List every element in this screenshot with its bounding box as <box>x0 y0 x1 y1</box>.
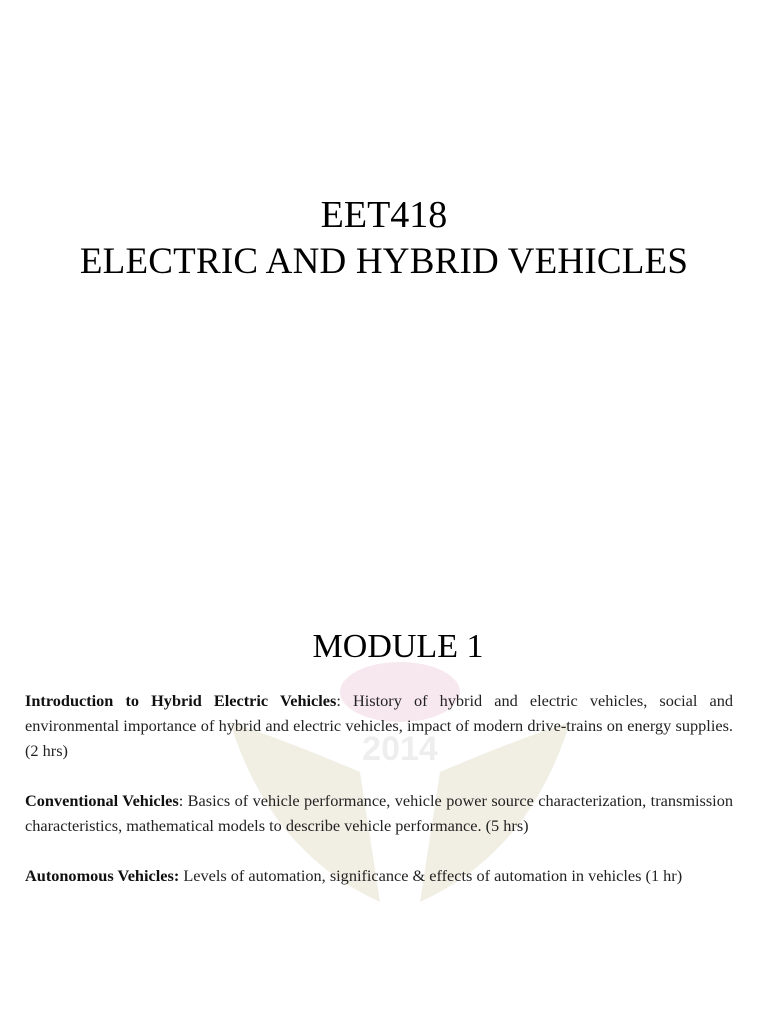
topic-title: Autonomous Vehicles: <box>25 866 180 885</box>
topic-separator: : <box>178 791 188 810</box>
topic-body: Basics of vehicle performance, vehicle power source characterization, transmission characteristics, mathematical models to describe vehicle performance. (5 hrs) <box>25 791 733 835</box>
topic-title: Introduction to Hybrid Electric Vehicles <box>25 691 337 710</box>
syllabus-content <box>25 688 733 913</box>
course-name: ELECTRIC AND HYBRID VEHICLES <box>79 241 689 282</box>
topic-body: History of hybrid and electric vehicles, social and environmental importance of hybrid and electric vehicles, impact of modern drive-trains on energy supplies. (2 hrs) <box>25 691 733 760</box>
topic-title: Conventional Vehicles <box>25 791 179 810</box>
topic-body: Levels of automation, significance & effects of automation in vehicles (1 hr) <box>183 866 683 885</box>
course-code: EET418 <box>320 194 448 236</box>
topic-paragraph <box>25 788 733 838</box>
topic-separator: : <box>336 691 353 710</box>
topic-paragraph <box>25 688 733 763</box>
module-title: MODULE 1 <box>312 628 484 665</box>
watermark-year: 2014 <box>362 730 438 768</box>
title-block <box>0 192 768 286</box>
topic-paragraph <box>25 863 733 888</box>
